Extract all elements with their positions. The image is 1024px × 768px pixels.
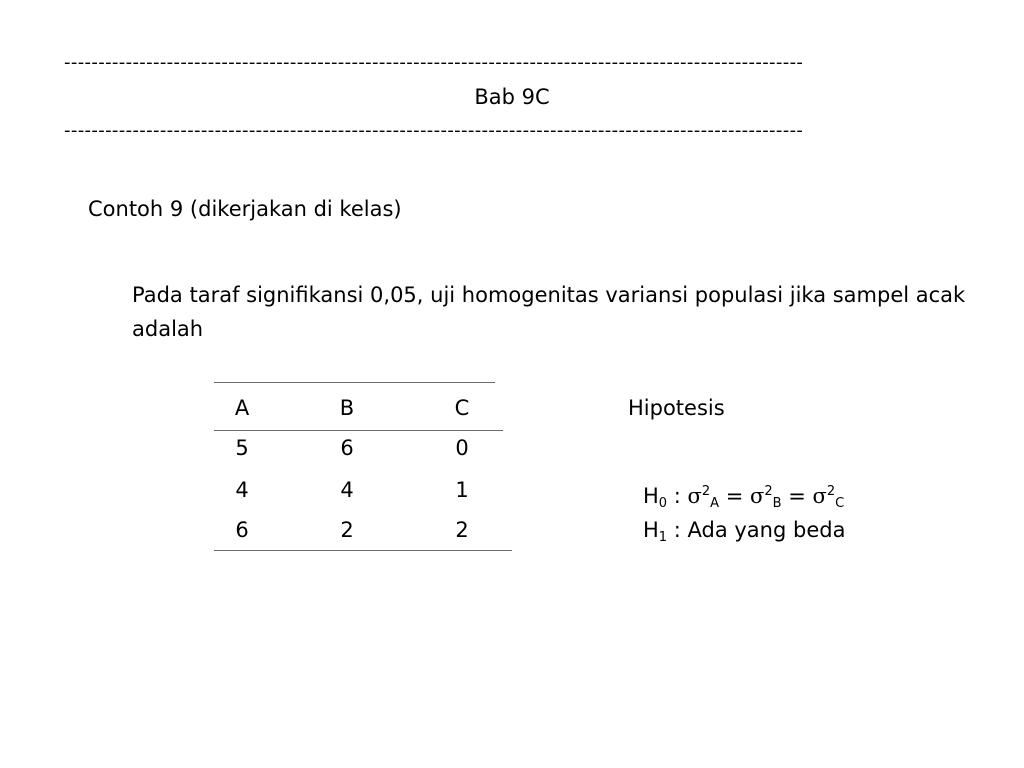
sigma-symbol: σ [812,484,827,508]
table-cell: 4 [235,478,249,502]
group-subscript-b: B [772,496,782,511]
group-subscript-c: C [835,496,845,511]
table-cell: 6 [235,518,249,542]
h0-colon: : [667,484,688,508]
variance-exponent: 2 [826,484,836,499]
example-title: Contoh 9 (dikerjakan di kelas) [88,197,402,221]
table-cell: 1 [455,478,469,502]
table-cell: 4 [340,478,354,502]
top-dash-rule: ------------------------------------------------------------------------------------------------------------ [64,52,804,73]
sigma-symbol: σ [750,484,765,508]
h0-symbol: H [643,484,659,508]
table-cell: 5 [235,436,249,460]
table-cell: 6 [340,436,354,460]
h1-subscript: 1 [658,530,668,545]
table-cell: 2 [340,518,354,542]
variance-exponent: 2 [764,484,773,499]
sample-data-table [214,382,514,552]
column-header-b: B [339,396,355,420]
bottom-dash-rule: ------------------------------------------------------------------------------------------------------------ [64,120,804,141]
table-top-rule [214,382,495,383]
variance-exponent: 2 [701,484,711,499]
group-subscript-a: A [710,496,720,511]
alternative-hypothesis [643,517,845,551]
table-cell: 0 [455,436,469,460]
h1-text: : Ada yang beda [667,518,846,542]
column-header-c: C [454,396,470,420]
column-header-a: A [234,396,250,420]
sigma-symbol: σ [687,484,702,508]
hypothesis-heading: Hipotesis [628,396,725,420]
h0-subscript: 0 [658,496,668,511]
problem-statement: Pada taraf signifikansi 0,05, uji homogenitas variansi populasi jika sampel acak adalah [132,283,966,341]
table-cell: 2 [455,518,469,542]
table-header-rule [214,430,503,431]
equals-sign: = [719,484,750,508]
equals-sign: = [781,484,813,508]
table-bottom-rule [214,550,512,551]
chapter-title: Bab 9C [474,85,550,109]
null-hypothesis [643,479,844,517]
h1-symbol: H [643,518,659,542]
